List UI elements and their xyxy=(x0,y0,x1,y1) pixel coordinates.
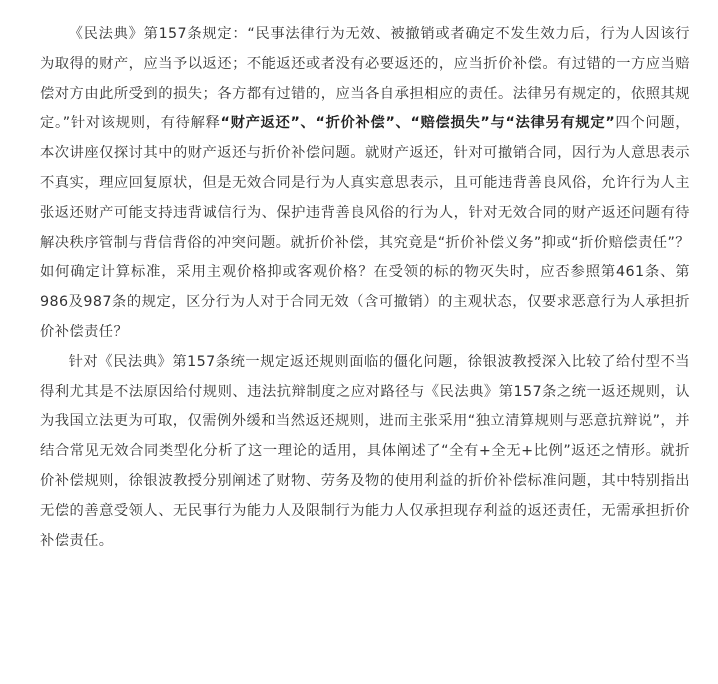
paragraph-2-text: 针对《民法典》第157条统一规定返还规则面临的僵化问题，徐银波教授深入比较了给付型不当得利尤其是不法原因给付规则、违法抗辩制度之应对路径与《民法典》第157条之统一返还规则，认为我国立法更为可取，仅需例外缓和当然返还规则，进而主张采用“独立清算规则与恶意抗辩说”，并结合常见无效合同类型化分析了这一理论的适用，具体阐述了“全有+全无+比例”返还之情形。就折价补偿规则，徐银波教授分别阐述了财物、劳务及物的使用利益的折价补偿标准问题，其中特别指出无偿的善意受领人、无民事行为能力人及限制行为能力人仅承担现存利益的返还责任，无需承担折价补偿责任。 xyxy=(40,353,690,549)
paragraph-1-text-a: 《民法典》第157条规定：“民事法律行为无效、被撤销或者确定不发生效力后，行为人因该行为取得的财产，应当予以返还；不能返还或者没有必要返还的，应当折价补偿。有过错的一方应当赔偿对方由此所受到的损失；各方都有过错的，应当各自承担相应的责任。法律另有规定的，依照其规定。”针对该规则，有待解释 xyxy=(40,26,690,132)
article-body xyxy=(40,20,690,556)
paragraph-2 xyxy=(40,348,690,557)
paragraph-1 xyxy=(40,20,690,348)
paragraph-1-text-b: 四个问题，本次讲座仅探讨其中的财产返还与折价补偿问题。就财产返还，针对可撤销合同，因行为人意思表示不真实，理应回复原状，但是无效合同是行为人真实意思表示，且可能违背善良风俗，允许行为人主张返还财产可能支持违背诚信行为、保护违背善良风俗的行为人，针对无效合同的财产返还问题有待解决秩序管制与背信背俗的冲突问题。就折价补偿，其究竟是“折价补偿义务”抑或“折价赔偿责任”？如何确定计算标准，采用主观价格抑或客观价格？在受领的标的物灭失时，应否参照第461条、第986及987条的规定，区分行为人对于合同无效（含可撤销）的主观状态，仅要求恶意行为人承担折价补偿责任？ xyxy=(40,115,690,340)
paragraph-1-emphasis: “财产返还”、“折价补偿”、“赔偿损失”与“法律另有规定” xyxy=(220,115,616,132)
